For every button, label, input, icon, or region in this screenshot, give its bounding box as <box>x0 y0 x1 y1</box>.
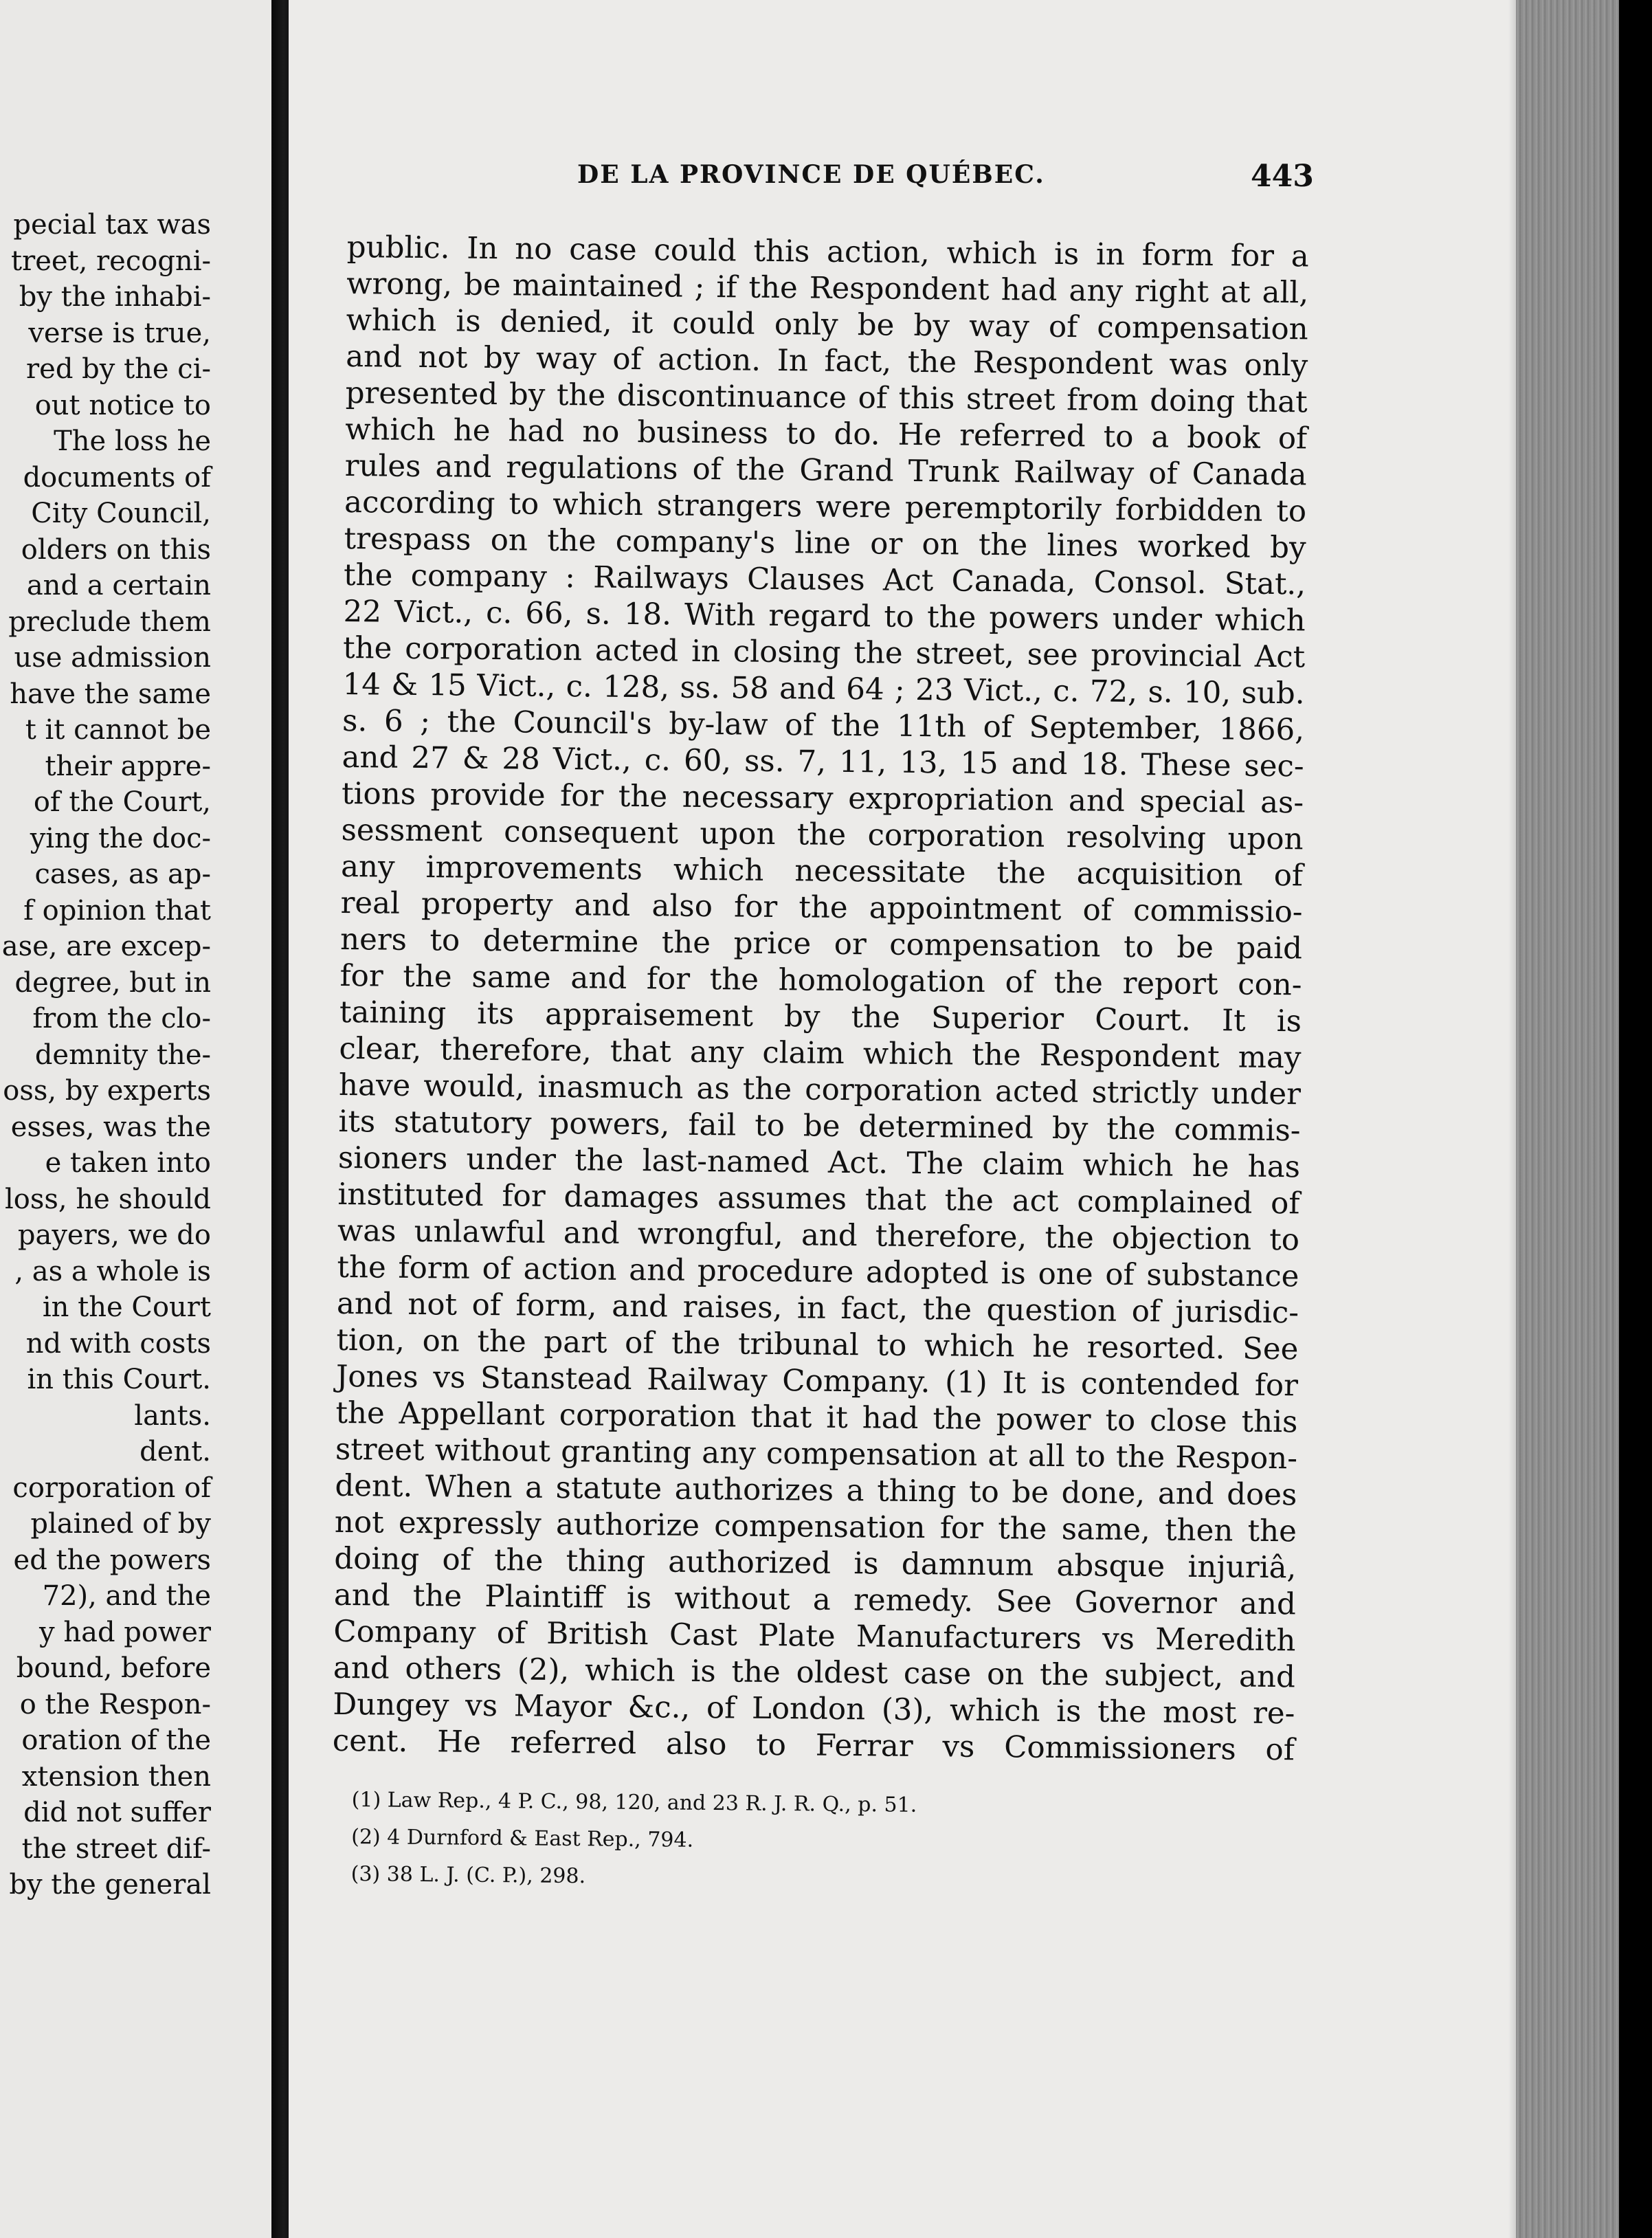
previous-page-line: o the Respon- <box>19 1688 211 1720</box>
body-line: taining its appraisement by the Superior Court. It is <box>339 995 1302 1039</box>
body-line: not expressly authorize compensation for the same, then the <box>334 1505 1297 1549</box>
previous-page-line: dent. <box>139 1436 211 1467</box>
running-head: DE LA PROVINCE DE QUÉBEC. <box>577 160 1045 189</box>
body-line: 22 Vict., c. 66, s. 18. With regard to the powers under which <box>343 594 1306 639</box>
previous-page-line: ying the doc- <box>30 822 211 854</box>
body-line: presented by the discontinuance of this street from doing that <box>345 375 1308 420</box>
previous-page-line: t it cannot be <box>25 714 211 746</box>
previous-page-line: from the clo- <box>32 1003 211 1034</box>
previous-page-line: their appre- <box>45 750 211 782</box>
body-line: sioners under the last-named Act. The claim which he has <box>337 1140 1301 1185</box>
body-line: its statutory powers, fail to be determined by the commis- <box>338 1104 1301 1149</box>
body-line: the Appellant corporation that it had the power to close this <box>335 1395 1298 1440</box>
previous-page-line: by the general <box>9 1869 211 1901</box>
previous-page-line: olders on this <box>21 533 211 566</box>
body-line: tion, on the part of the tribunal to which he resorted. See <box>336 1322 1299 1367</box>
previous-page-line: payers, we do <box>17 1219 211 1251</box>
body-line: doing of the thing authorized is damnum absque injuriâ, <box>334 1541 1297 1586</box>
body-line: street without granting any compensation at all to the Respon- <box>335 1432 1298 1476</box>
previous-page-line: have the same <box>10 678 211 710</box>
body-line: was unlawful and wrongful, and therefore, the objection to <box>337 1213 1300 1258</box>
body-line: public. In no case could this action, which is in form for a <box>346 230 1309 274</box>
body-line: dent. When a statute authorizes a thing to be done, and does <box>335 1468 1297 1513</box>
page-number: 443 <box>1251 159 1314 194</box>
previous-page-line: lants. <box>134 1399 211 1432</box>
previous-page-line: oss, by experts <box>3 1075 211 1107</box>
previous-page-line: plained of by <box>30 1508 211 1540</box>
footnote-2: (2) 4 Durnford & East Rep., 794. <box>351 1824 694 1852</box>
page-block-edges <box>1516 0 1619 2238</box>
body-text <box>333 230 1309 1769</box>
body-line: and the Plaintiff is without a remedy. See Governor and <box>333 1577 1297 1622</box>
previous-page-line: degree, but in <box>14 966 211 999</box>
footnotes <box>350 1782 1176 1901</box>
footnote-1: (1) Law Rep., 4 P. C., 98, 120, and 23 R. J. R. Q., p. 51. <box>351 1787 917 1817</box>
previous-page-line: treet, recogni- <box>11 245 211 277</box>
previous-page-line: the street dif- <box>21 1832 211 1865</box>
body-line: and not of form, and raises, in fact, the question of jurisdic- <box>336 1286 1299 1331</box>
previous-page-line: The loss he <box>54 425 211 457</box>
body-line: s. 6 ; the Council's by-law of the 11th of September, 1866, <box>342 703 1305 748</box>
previous-page-line: loss, he should <box>4 1183 211 1215</box>
previous-page-line: demnity the- <box>34 1039 211 1071</box>
body-line: any improvements which necessitate the acquisition of <box>340 849 1304 894</box>
scan-border <box>1619 0 1652 2238</box>
body-line: Jones vs Stanstead Railway Company. (1) It is contended for <box>335 1359 1299 1404</box>
previous-page-line: xtension then <box>21 1760 211 1793</box>
previous-page-line: out notice to <box>34 389 211 421</box>
previous-page-line: in the Court <box>42 1292 211 1323</box>
body-line: and others (2), which is the oldest case on the subject, and <box>333 1650 1296 1695</box>
body-line: sessment consequent upon the corporation resolving upon <box>341 812 1304 857</box>
previous-page-line: nd with costs <box>25 1327 211 1360</box>
body-line: according to which strangers were peremptorily forbidden to <box>344 485 1307 529</box>
body-line: Company of British Cast Plate Manufacturers vs Meredith <box>333 1614 1296 1659</box>
body-line: the corporation acted in closing the street, see provincial Act <box>342 630 1306 675</box>
previous-page-line: esses, was the <box>10 1111 211 1143</box>
previous-page-line: 72), and the <box>42 1580 211 1612</box>
previous-page-line: f opinion that <box>23 894 211 927</box>
previous-page-fragment <box>0 0 271 2238</box>
previous-page-line: preclude them <box>8 606 211 638</box>
body-line: real property and also for the appointment of commissio- <box>340 885 1303 930</box>
previous-page-line: ed the powers <box>13 1544 211 1576</box>
previous-page-line: use admission <box>14 642 211 674</box>
body-line: rules and regulations of the Grand Trunk Railway of Canada <box>344 448 1307 493</box>
body-line: 14 & 15 Vict., c. 128, ss. 58 and 64 ; 23 Vict., c. 72, s. 10, sub. <box>342 667 1305 711</box>
previous-page-line: pecial tax was <box>13 209 211 241</box>
body-line: which is denied, it could only be by way of compensation <box>346 302 1308 347</box>
previous-page-line: oration of the <box>21 1725 211 1756</box>
body-line: and 27 & 28 Vict., c. 60, ss. 7, 11, 13, 15 and 18. These sec- <box>342 740 1304 784</box>
previous-page-line: documents of <box>23 461 211 494</box>
body-line: and not by way of action. In fact, the Respondent was only <box>345 339 1308 384</box>
body-line: tions provide for the necessary expropriation and special as- <box>341 776 1304 821</box>
previous-page-line: in this Court. <box>27 1364 211 1395</box>
previous-page-line: y had power <box>39 1616 211 1648</box>
body-line: for the same and for the homologation of the report con- <box>339 958 1302 1003</box>
body-line: clear, therefore, that any claim which the Respondent may <box>339 1031 1302 1076</box>
previous-page-line: corporation of <box>12 1472 211 1504</box>
previous-page-line: bound, before <box>16 1652 211 1684</box>
body-line: trespass on the company's line or on the lines worked by <box>344 521 1306 566</box>
previous-page-line: verse is true, <box>28 317 211 349</box>
footnote-3: (3) 38 L. J. (C. P.), 298. <box>350 1861 586 1889</box>
previous-page-line: cases, as ap- <box>34 858 211 890</box>
previous-page-line: by the inhabi- <box>19 281 211 313</box>
body-line: the company : Railways Clauses Act Canada, Consol. Stat., <box>343 557 1306 602</box>
body-line: Dungey vs Mayor &c., of London (3), which is the most re- <box>333 1687 1295 1731</box>
body-line: ners to determine the price or compensation to be paid <box>339 922 1303 966</box>
previous-page-line: red by the ci- <box>26 353 211 385</box>
previous-page-line: and a certain <box>26 570 211 601</box>
previous-page-line: e taken into <box>45 1147 211 1179</box>
body-line: which he had no business to do. He referred to a book of <box>344 412 1308 456</box>
body-line: have would, inasmuch as the corporation acted strictly under <box>338 1067 1302 1112</box>
body-line: instituted for damages assumes that the act complained of <box>337 1177 1300 1221</box>
previous-page-line: City Council, <box>31 498 211 529</box>
body-line: the form of action and procedure adopted is one of substance <box>337 1250 1299 1294</box>
previous-page-line: of the Court, <box>33 786 211 818</box>
body-line: cent. He referred also to Ferrar vs Commissioners of <box>332 1723 1295 1768</box>
previous-page-line: ase, are excep- <box>1 931 211 962</box>
body-line: wrong, be maintained ; if the Respondent had any right at all, <box>346 266 1309 311</box>
previous-page-line: , as a whole is <box>14 1255 211 1287</box>
previous-page-text <box>0 207 211 1903</box>
previous-page-line: did not suffer <box>23 1797 211 1828</box>
